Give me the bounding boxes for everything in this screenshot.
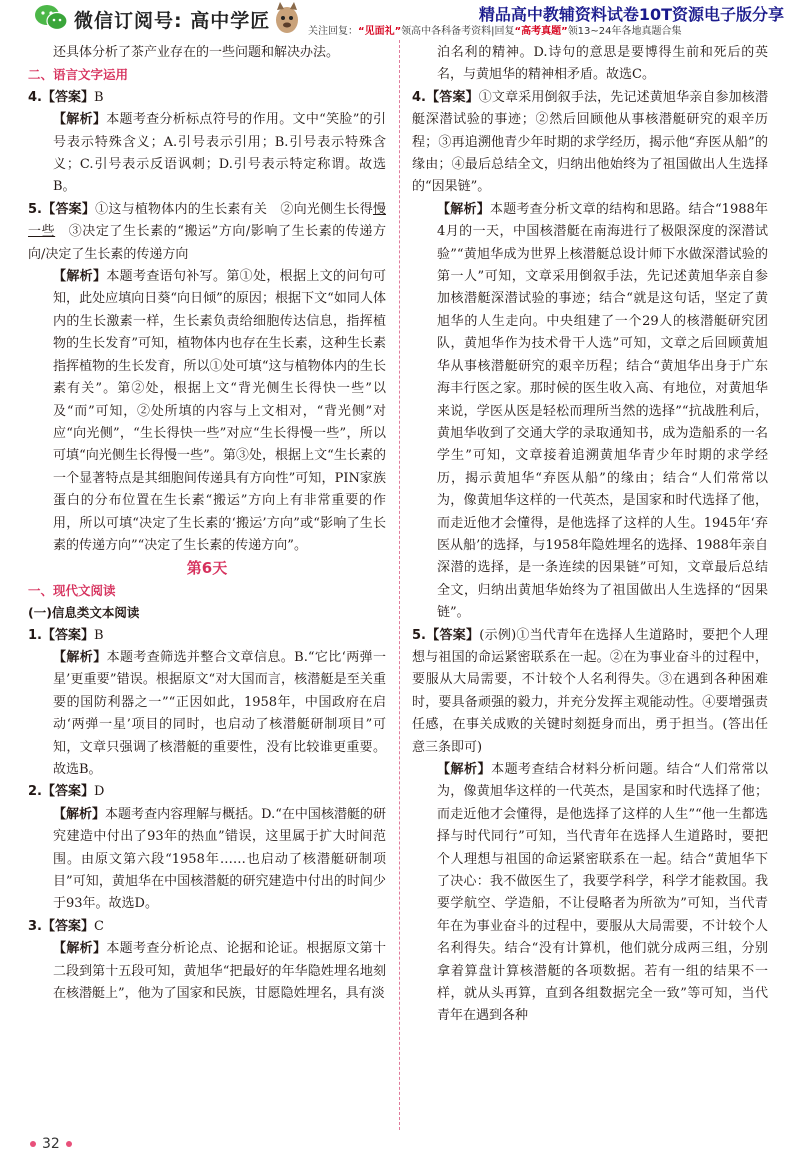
- analysis: 【解析】本题考查分析标点符号的作用。文中“笑脸”的引号表示特殊含义；A.引号表示引用；B.引号表示特殊含义；C.引号表示反语讽刺；D.引号表示特定称谓。故选B。: [53, 112, 386, 195]
- page-header: [0, 0, 800, 38]
- analysis: 【解析】本题考查内容理解与概括。D.“在中国核潜艇的研究建造中付出了93年的热血”错误，这里属于扩大时间范围。由原文第六段“1958年……也启动了核潜艇研制项目”可知，黄旭华在中国核潜艇的研究建造中付出的时间少于93年。故选D。: [53, 806, 386, 912]
- paragraph: 还具体分析了茶产业存在的一些问题和解决办法。: [53, 45, 340, 60]
- day-heading: 第6天: [186, 559, 228, 578]
- analysis: 【解析】本题考查分析文章的结构和思路。结合“1988年4月的一天，中国核潜艇在南海进行了极限深度的深潜试验”“黄旭华成为世界上核潜艇总设计师下水做深潜试验的第一人”可知，文章采用倒叙手法，先记述黄旭华亲自参加核潜艇深潜试验的事迹；结合“就是这句话，坚定了黄旭华的人生走向。中央组建了一个29人的核潜艇研究团队，黄旭华作为技术骨干人选”可知，文章之后回顾黄旭华从事核潜艇研究的艰辛历程；结合“黄旭华出身于广东海丰行医之家。那时候的医生收入高、有地位，对黄旭华来说，学医从医是轻松而理所当然的选择”“抗战胜利后，黄旭华收到了交通大学的录取通知书，成为造船系的一名学生”可知，文章接着追溯黄旭华青少年时期的求学经历，揭示黄旭华“弃医从船”的缘由；结合“人们常常以为，像黄旭华这样的一代英杰，是国家和时代选择了他，而走近他才会懂得，是他选择了这样的人生。1945年‘弃医从船’的选择，与1958年隐姓埋名的选择、1988年亲自深潜的选择，是一条连续的因果链”可知，文章最后总结全文，归纳出黄旭华始终为了祖国做出人生选择的“因果链”。: [437, 201, 768, 621]
- right-column: [412, 42, 768, 1028]
- answer-line: 4.【答案】B: [28, 89, 104, 105]
- analysis: 【解析】本题考查筛选并整合文章信息。B.“它比‘两弹一星’更重要”错误。根据原文“对大国而言，核潜艇是至关重要的国防利器之一”“正因如此，1958年，中国政府在启动‘两弹一星’项目的同时，也启动了核潜艇研制项目”可知，文章只强调了核潜艇的重要性，没有比较谁更重要。故选B。: [53, 649, 386, 777]
- ad-title: 精品高中教辅资料试卷10T资源电子版分享: [478, 5, 784, 24]
- ad-subtitle: 关注回复：“见面礼”领高中各科备考资料|回复“高考真题”领13~24年各地真题合集: [308, 26, 682, 37]
- brand-title: 微信订阅号: 高中学匠: [74, 10, 271, 32]
- answer-line: 4.【答案】①文章采用倒叙手法，先记述黄旭华亲自参加核潜艇深潜试验的事迹；②然后回顾他从事核潜艇研究的艰辛历程；③再追溯他青少年时期的求学经历，揭示他“弃医从船”的缘由；④最后总结全文，归纳出他始终为了祖国做出人生选择的“因果链”。: [412, 89, 768, 195]
- column-divider: [399, 40, 400, 1130]
- page-footer: [24, 1136, 78, 1152]
- bullet-dot-icon: [66, 1141, 72, 1147]
- section-heading: 一、现代文阅读: [28, 582, 116, 598]
- answer-line: 1.【答案】B: [28, 627, 104, 643]
- subsection-heading: (一)信息类文本阅读: [28, 605, 140, 621]
- wechat-icon: [34, 4, 68, 32]
- analysis: 【解析】本题考查分析论点、论据和论证。根据原文第十二段到第十五段可知，黄旭华“把最好的年华隐姓埋名地刻在核潜艇上”，他为了国家和民族，甘愿隐姓埋名，具有淡: [53, 941, 386, 1002]
- analysis: 【解析】本题考查语句补写。第①处，根据上文的问句可知，此处应填向日葵“向日倾”的原因；根据下文“如同人体内的生长激素一样，生长素负责给细胞传达信息，指挥植物的生长发育”可知，植物体内也存在生长素，这种生长素指挥植物的生长发育，所以①处可填“这与植物体内的生长素有关”。第②处，根据上文“背光侧生长得快一些”以及“而”可知，②处所填的内容与上文相对，“背光侧”对应“向光侧”，“生长得快一些”对应“生长得慢一些”，所以可填“向光侧生长得慢一些”。第③处，根据上文“生长素的一个显著特点是其细胞间传递具有方向性”可知，PIN家族蛋白的分布位置在生长素“搬运”方向上有非常重要的作用，所以可填“决定了生长素的‘搬运’方向”或“影响了生长素的传递方向”“决定了生长素的传递方向”。: [53, 269, 386, 553]
- answer-line: 2.【答案】D: [28, 784, 105, 800]
- answer-line: 5.【答案】(示例)①当代青年在选择人生道路时，要把个人理想与祖国的命运紧密联系在一起。②在为事业奋斗的过程中，要服从大局需要，不计较个人名利得失。③在遇到各种困难时，要具备顽强的毅力，并充分发挥主观能动性。④要增强责任感，在事关成败的关键时刻挺身而出，勇于担当。(答出任意三条即可): [412, 627, 768, 755]
- paragraph: 泊名利的精神。D.诗句的意思是要博得生前和死后的英名，与黄旭华的精神相矛盾。故选C。: [437, 45, 768, 83]
- left-column: [28, 42, 386, 1005]
- ad-banner: [308, 0, 794, 36]
- analysis: 【解析】本题考查结合材料分析问题。结合“人们常常以为，像黄旭华这样的一代英杰，是国家和时代选择了他；而走近他才会懂得，是他选择了这样的人生”“他一生都选择与时代同行”可知，当代青年在选择人生道路时，要把个人理想与祖国的命运紧密联系在一起。结合“黄旭华下了决心：我不做医生了，我要学科学，科学才能救国。我要学航空、学造船，不让侵略者为所欲为”可知，当代青年在为事业奋斗的过程中，要服从大局需要，不计较个人名利得失。结合“没有计算机，他们就分成两三组，分别拿着算盘计算核潜艇的各项数据。若有一组的结果不一样，就从头再算，直到各组数据完全一致”等可知，当代青年在遇到各种: [437, 762, 768, 1024]
- mascot-icon: [272, 0, 302, 36]
- page-number: 32: [42, 1136, 60, 1152]
- answer-line: 5.【答案】①这与植物体内的生长素有关 ②向光侧生长得慢一些 ③决定了生长素的“搬运”方向/影响了生长素的传递方向/决定了生长素的传递方向: [28, 201, 386, 262]
- answer-line: 3.【答案】C: [28, 918, 104, 934]
- section-heading: 二、语言文字运用: [28, 67, 129, 83]
- bullet-dot-icon: [30, 1141, 36, 1147]
